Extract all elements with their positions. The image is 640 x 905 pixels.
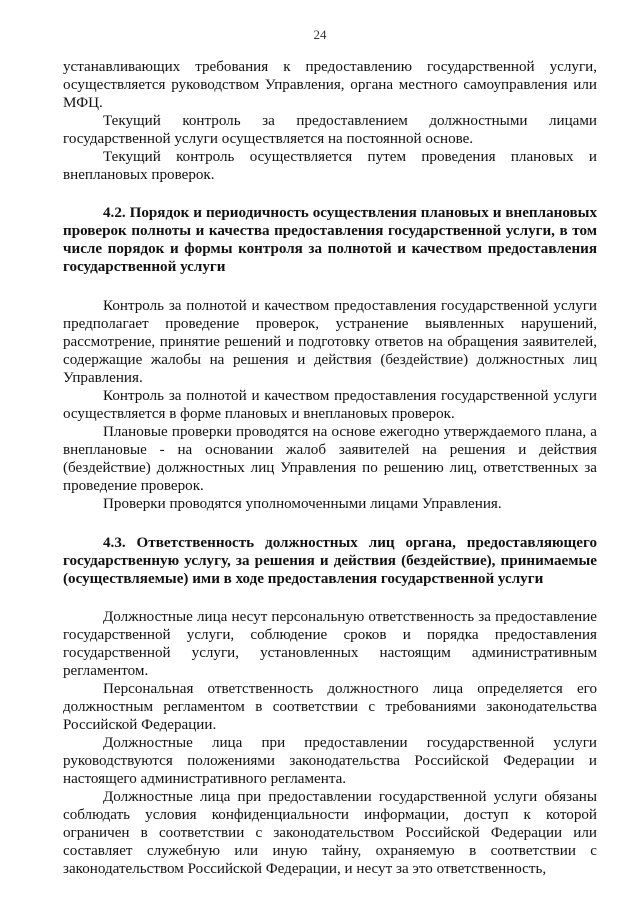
paragraph: Контроль за полнотой и качеством предоставления государственной услуги предполагает проведение проверок, устранение выявленных нарушений, рассмотрение, принятие решений и подготовку ответов на обращения заявителей, содержащие жалобы на решения и действия (бездействие) должностных лиц Управления. [63, 298, 597, 386]
section-heading-4-2: 4.2. Порядок и периодичность осуществления плановых и внеплановых проверок полноты и качества предоставления государственной услуги, в том числе порядок и формы контроля за полнотой и качеством предоставления государственной услуги [63, 205, 597, 275]
paragraph: Должностные лица несут персональную ответственность за предоставление государственной услуги, соблюдение сроков и порядка предоставления государственной услуги, установленных настоящим административным регламентом. [63, 609, 597, 679]
paragraph: Должностные лица при предоставлении государственной услуги руководствуются положениями законодательства Российской Федерации и настоящего административного регламента. [63, 735, 597, 787]
paragraph: Контроль за полнотой и качеством предоставления государственной услуги осуществляется в форме плановых и внеплановых проверок. [63, 388, 597, 422]
paragraph: устанавливающих требования к предоставлению государственной услуги, осуществляется руководством Управления, органа местного самоуправления или МФЦ. [63, 59, 597, 111]
paragraph: Текущий контроль осуществляется путем проведения плановых и внеплановых проверок. [63, 149, 597, 183]
paragraph: Персональная ответственность должностного лица определяется его должностным регламентом в соответствии с требованиями законодательства Российской Федерации. [63, 681, 597, 733]
paragraph: Текущий контроль за предоставлением должностными лицами государственной услуги осуществляется на постоянной основе. [63, 113, 597, 147]
paragraph: Должностные лица при предоставлении государственной услуги обязаны соблюдать условия конфиденциальности информации, доступ к которой ограничен в соответствии с законодательством Российской Федерации или составляет служебную или иную тайну, охраняемую в соответствии с законодательством Российской Федерации, и несут за это ответственность, [63, 789, 597, 877]
paragraph: Проверки проводятся уполномоченными лицами Управления. [103, 496, 502, 512]
page-number: 24 [313, 27, 327, 42]
paragraph: Плановые проверки проводятся на основе ежегодно утверждаемого плана, а внеплановые - на основании жалоб заявителей на решения и действия (бездействие) должностных лиц Управления по решению лиц, ответственных за проведение проверок. [63, 424, 597, 494]
document-body [63, 58, 597, 878]
section-heading-4-3: 4.3. Ответственность должностных лиц органа, предоставляющего государственную услугу, за решения и действия (бездействие), принимаемые (осуществляемые) ими в ходе предоставления государственной услуги [63, 535, 597, 587]
